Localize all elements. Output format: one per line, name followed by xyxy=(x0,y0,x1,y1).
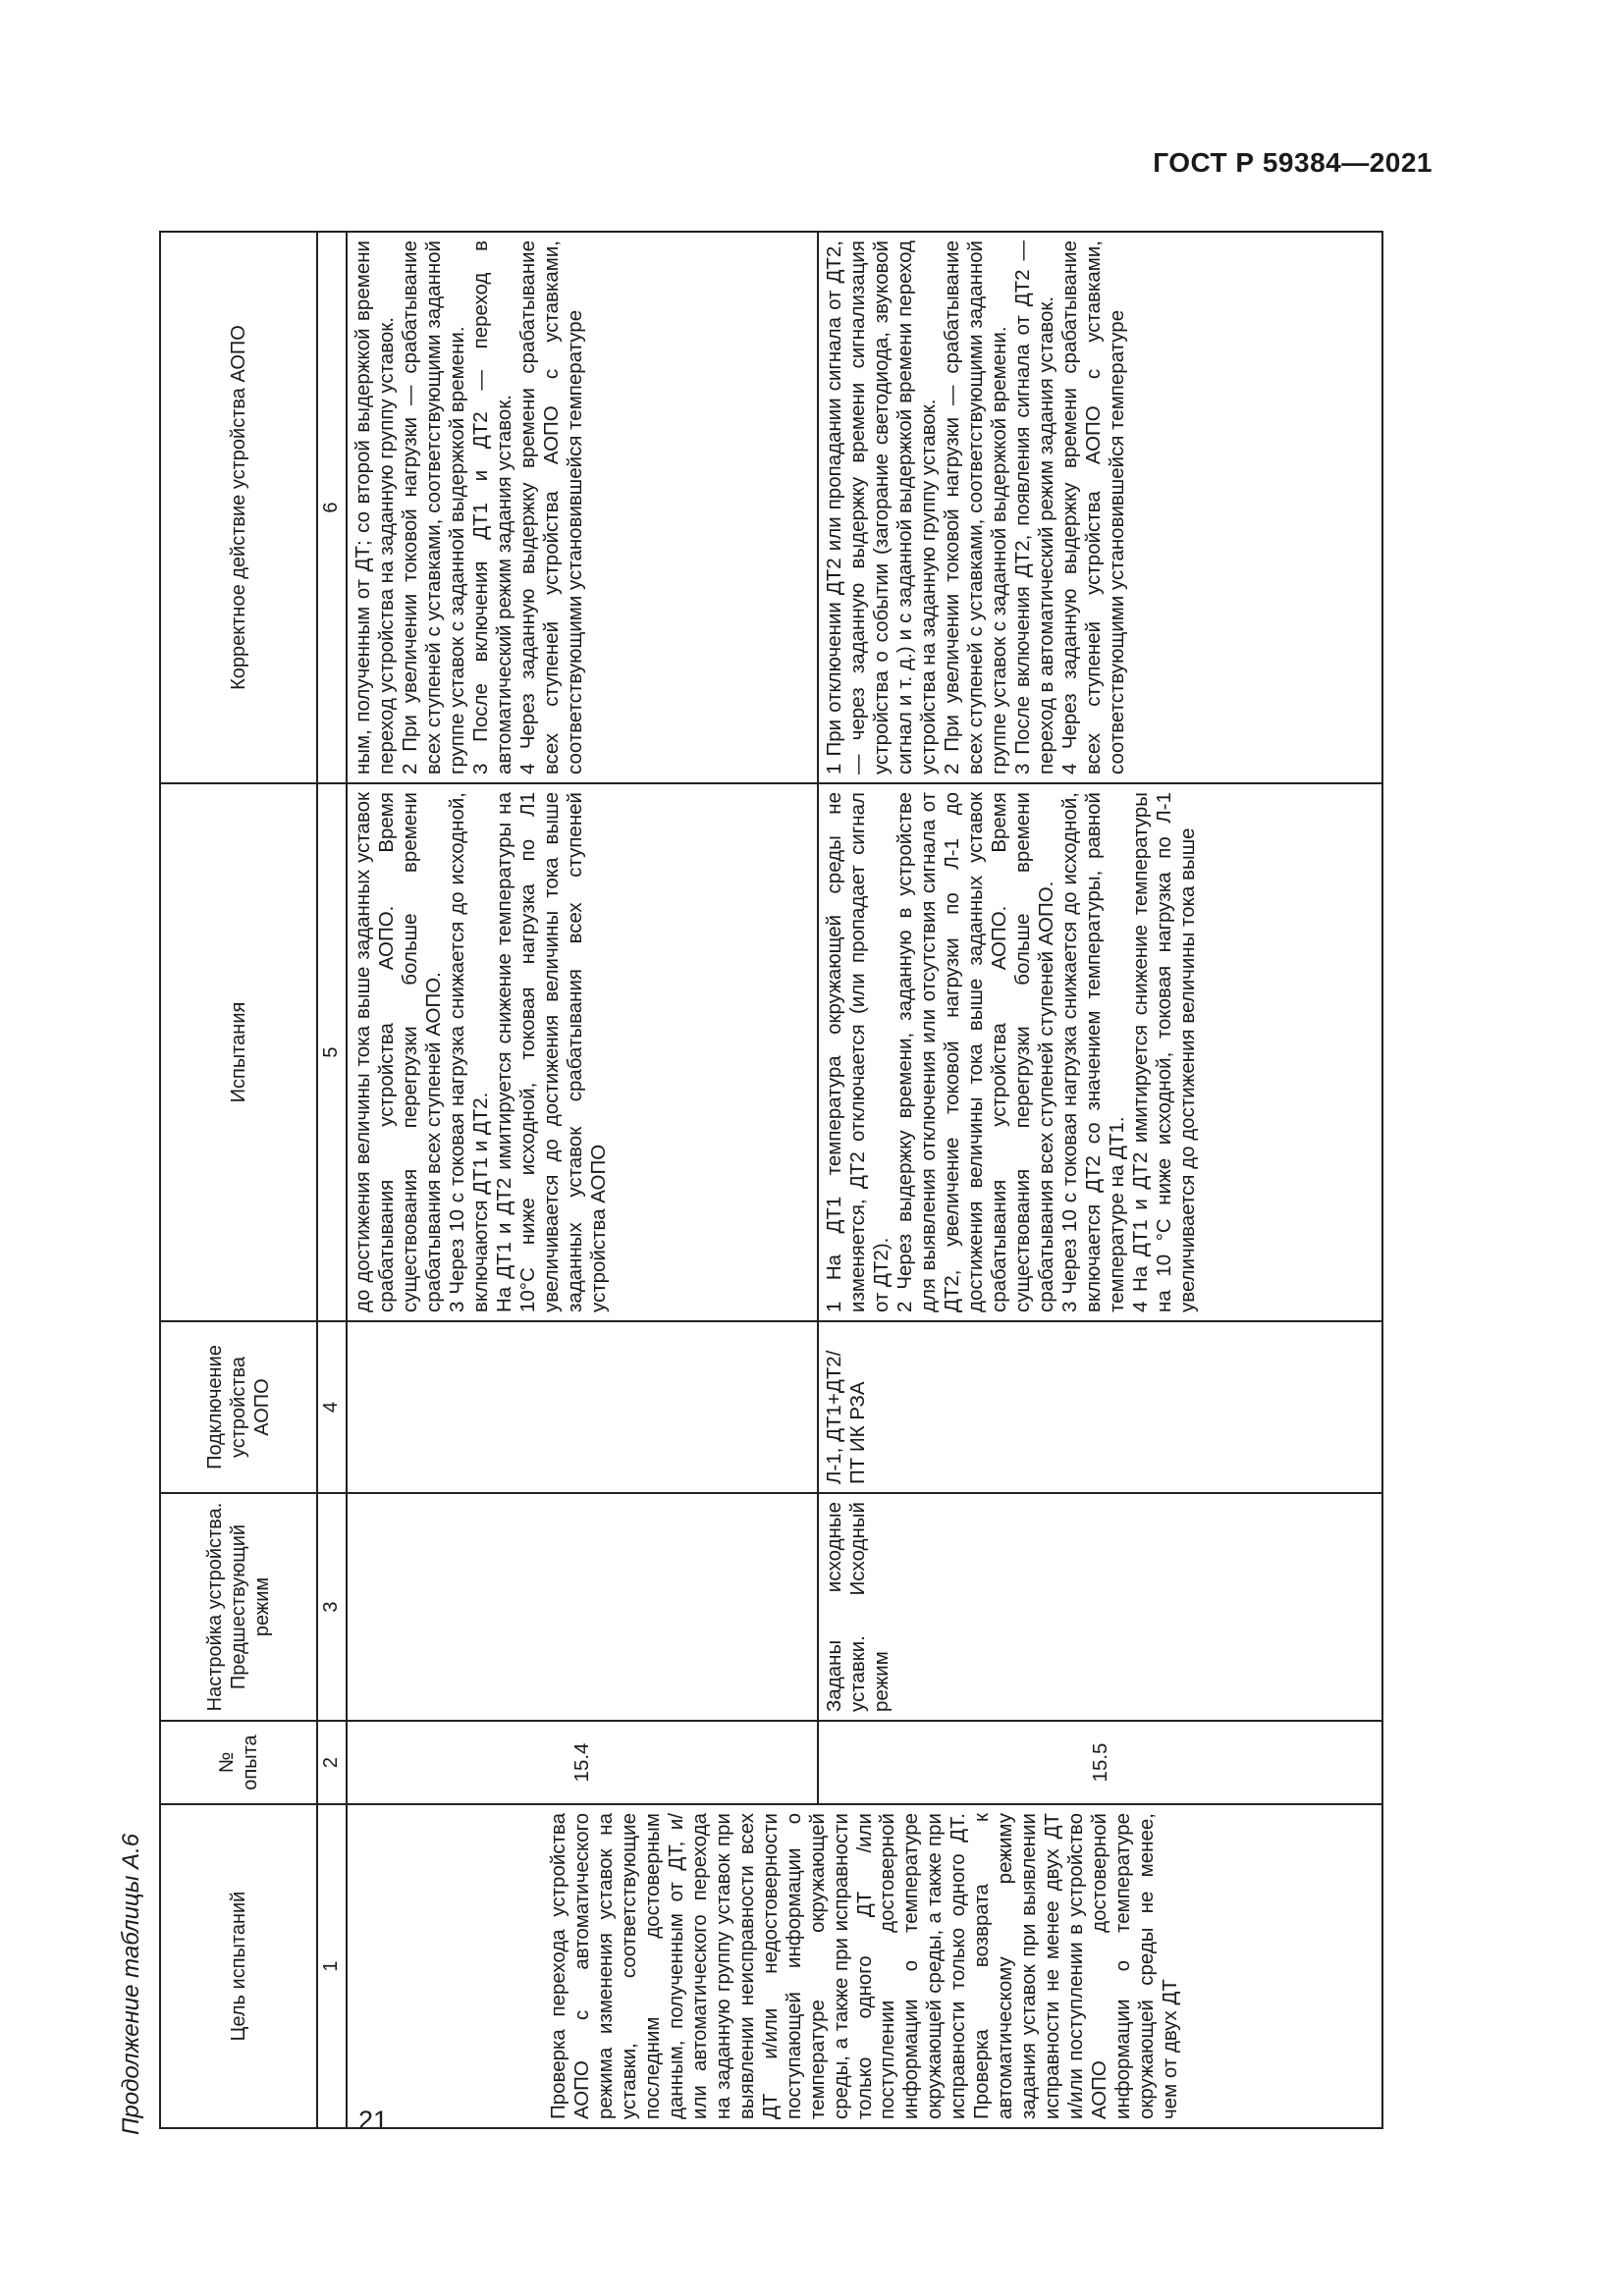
standard-code: ГОСТ Р 59384—2021 xyxy=(1153,147,1433,178)
column-number-row xyxy=(317,232,347,2128)
page-number: 21 xyxy=(358,2106,389,2135)
table-row xyxy=(347,232,818,2128)
table-caption: Продолжение таблицы А.6 xyxy=(118,1833,144,2135)
header-goal: Цель испытаний xyxy=(160,1804,317,2128)
colnum-6: 6 xyxy=(317,232,347,783)
colnum-1: 1 xyxy=(317,1804,347,2128)
connection-cell xyxy=(347,1321,818,1493)
header-connection: Подключение устройства АОПО xyxy=(160,1321,317,1493)
tests-cell: 1 На ДТ1 температура окружающей среды не изменяется, ДТ2 отключается (или пропадает сигнал от ДТ2). 2 Через выдержку времени, заданную в устройстве для выявления отключения или отсутствия сигнала от ДТ2, увеличение токовой нагрузки по Л-1 до достижения величины тока выше заданных уставок срабатывания устройства АОПО. Время существования перегрузки больше времени срабатывания всех ступеней ступеней АОПО. 3 Через 10 с токовая нагрузка снижается до исходной, включается ДТ2 со значением температуры, равной температуре на ДТ1. 4 На ДТ1 и ДТ2 имитируется снижение температуры на 10 °С ниже исходной, токовая нагрузка по Л-1 увеличивается до достижения величины тока выше xyxy=(818,783,1382,1321)
test-table xyxy=(159,231,1383,2129)
connection-cell: Л-1, ДТ1+ДТ2/ ПТ ИК РЗА xyxy=(818,1321,1382,1493)
header-exp-no: № опыта xyxy=(160,1721,317,1804)
exp-number: 15.5 xyxy=(818,1721,1382,1804)
header-action: Корректное действие устройства АОПО xyxy=(160,232,317,783)
colnum-3: 3 xyxy=(317,1493,347,1721)
goal-cell: Проверка перехода устройства АОПО с автоматического режима изменения уставок на уставки, соответствующие последним достоверным данным, полученным от ДТ, и/или автоматического перехода на заданную группу уставок при выявлении неисправности всех ДТ и/или недостоверности поступающей информации о температуре окружающей среды, а также при исправности только одного ДТ /или поступлении достоверной информации о температуре окружающей среды, а также при исправности только одного ДТ. Проверка возврата к автоматическому режиму задания уставок при выявлении исправности не менее двух ДТ и/или поступлении в устройство АОПО достоверной информации о температуре окружающей среды не менее, чем от двух ДТ xyxy=(347,1804,1382,2128)
colnum-5: 5 xyxy=(317,783,347,1321)
action-cell: ным, полученным от ДТ; со второй выдержкой времени переход устройства на заданную группу уставок. 2 При увеличении токовой нагрузки — срабатывание всех ступеней с уставками, соответствующими заданной группе уставок с заданной выдержкой времени. 3 После включения ДТ1 и ДТ2 — переход в автоматический режим задания уставок. 4 Через заданную выдержку времени срабатывание всех ступеней устройства АОПО с уставками, соответствующими установившейся температуре xyxy=(347,232,818,783)
colnum-4: 4 xyxy=(317,1321,347,1493)
colnum-2: 2 xyxy=(317,1721,347,1804)
setup-cell xyxy=(347,1493,818,1721)
header-setup: Настройка устройства. Предшествующий режим xyxy=(160,1493,317,1721)
tests-cell: до достижения величины тока выше заданных уставок срабатывания устройства АОПО. Время существования перегрузки больше времени срабатывания всех ступеней АОПО. 3 Через 10 с токовая нагрузка снижается до исходной, включаются ДТ1 и ДТ2. На ДТ1 и ДТ2 имитируется снижение температуры на 10°С ниже исходной, токовая нагрузка по Л1 увеличивается до достижения величины тока выше заданных уставок срабатывания всех ступеней устройства АОПО xyxy=(347,783,818,1321)
rotated-table-page xyxy=(118,231,1463,2135)
exp-number: 15.4 xyxy=(347,1721,818,1804)
setup-cell: Заданы исходные уставки. Исходный режим xyxy=(818,1493,1382,1721)
action-cell: 1 При отключении ДТ2 или пропадании сигнала от ДТ2, — через заданную выдержку времени сигнализация устройства о событии (загорание светодиода, звуковой сигнал и т. д.) и с заданной выдержкой времени переход устройства на заданную группу уставок. 2 При увеличении токовой нагрузки — срабатывание всех ступеней с уставками, соответствующими заданной группе уставок с заданной выдержкой времени. 3 После включения ДТ2, появления сигнала от ДТ2 — переход в автоматический режим задания уставок. 4 Через заданную выдержку времени срабатывание всех ступеней устройства АОПО с уставками, соответствующими установившейся температуре xyxy=(818,232,1382,783)
header-tests: Испытания xyxy=(160,783,317,1321)
header-row xyxy=(160,232,317,2128)
